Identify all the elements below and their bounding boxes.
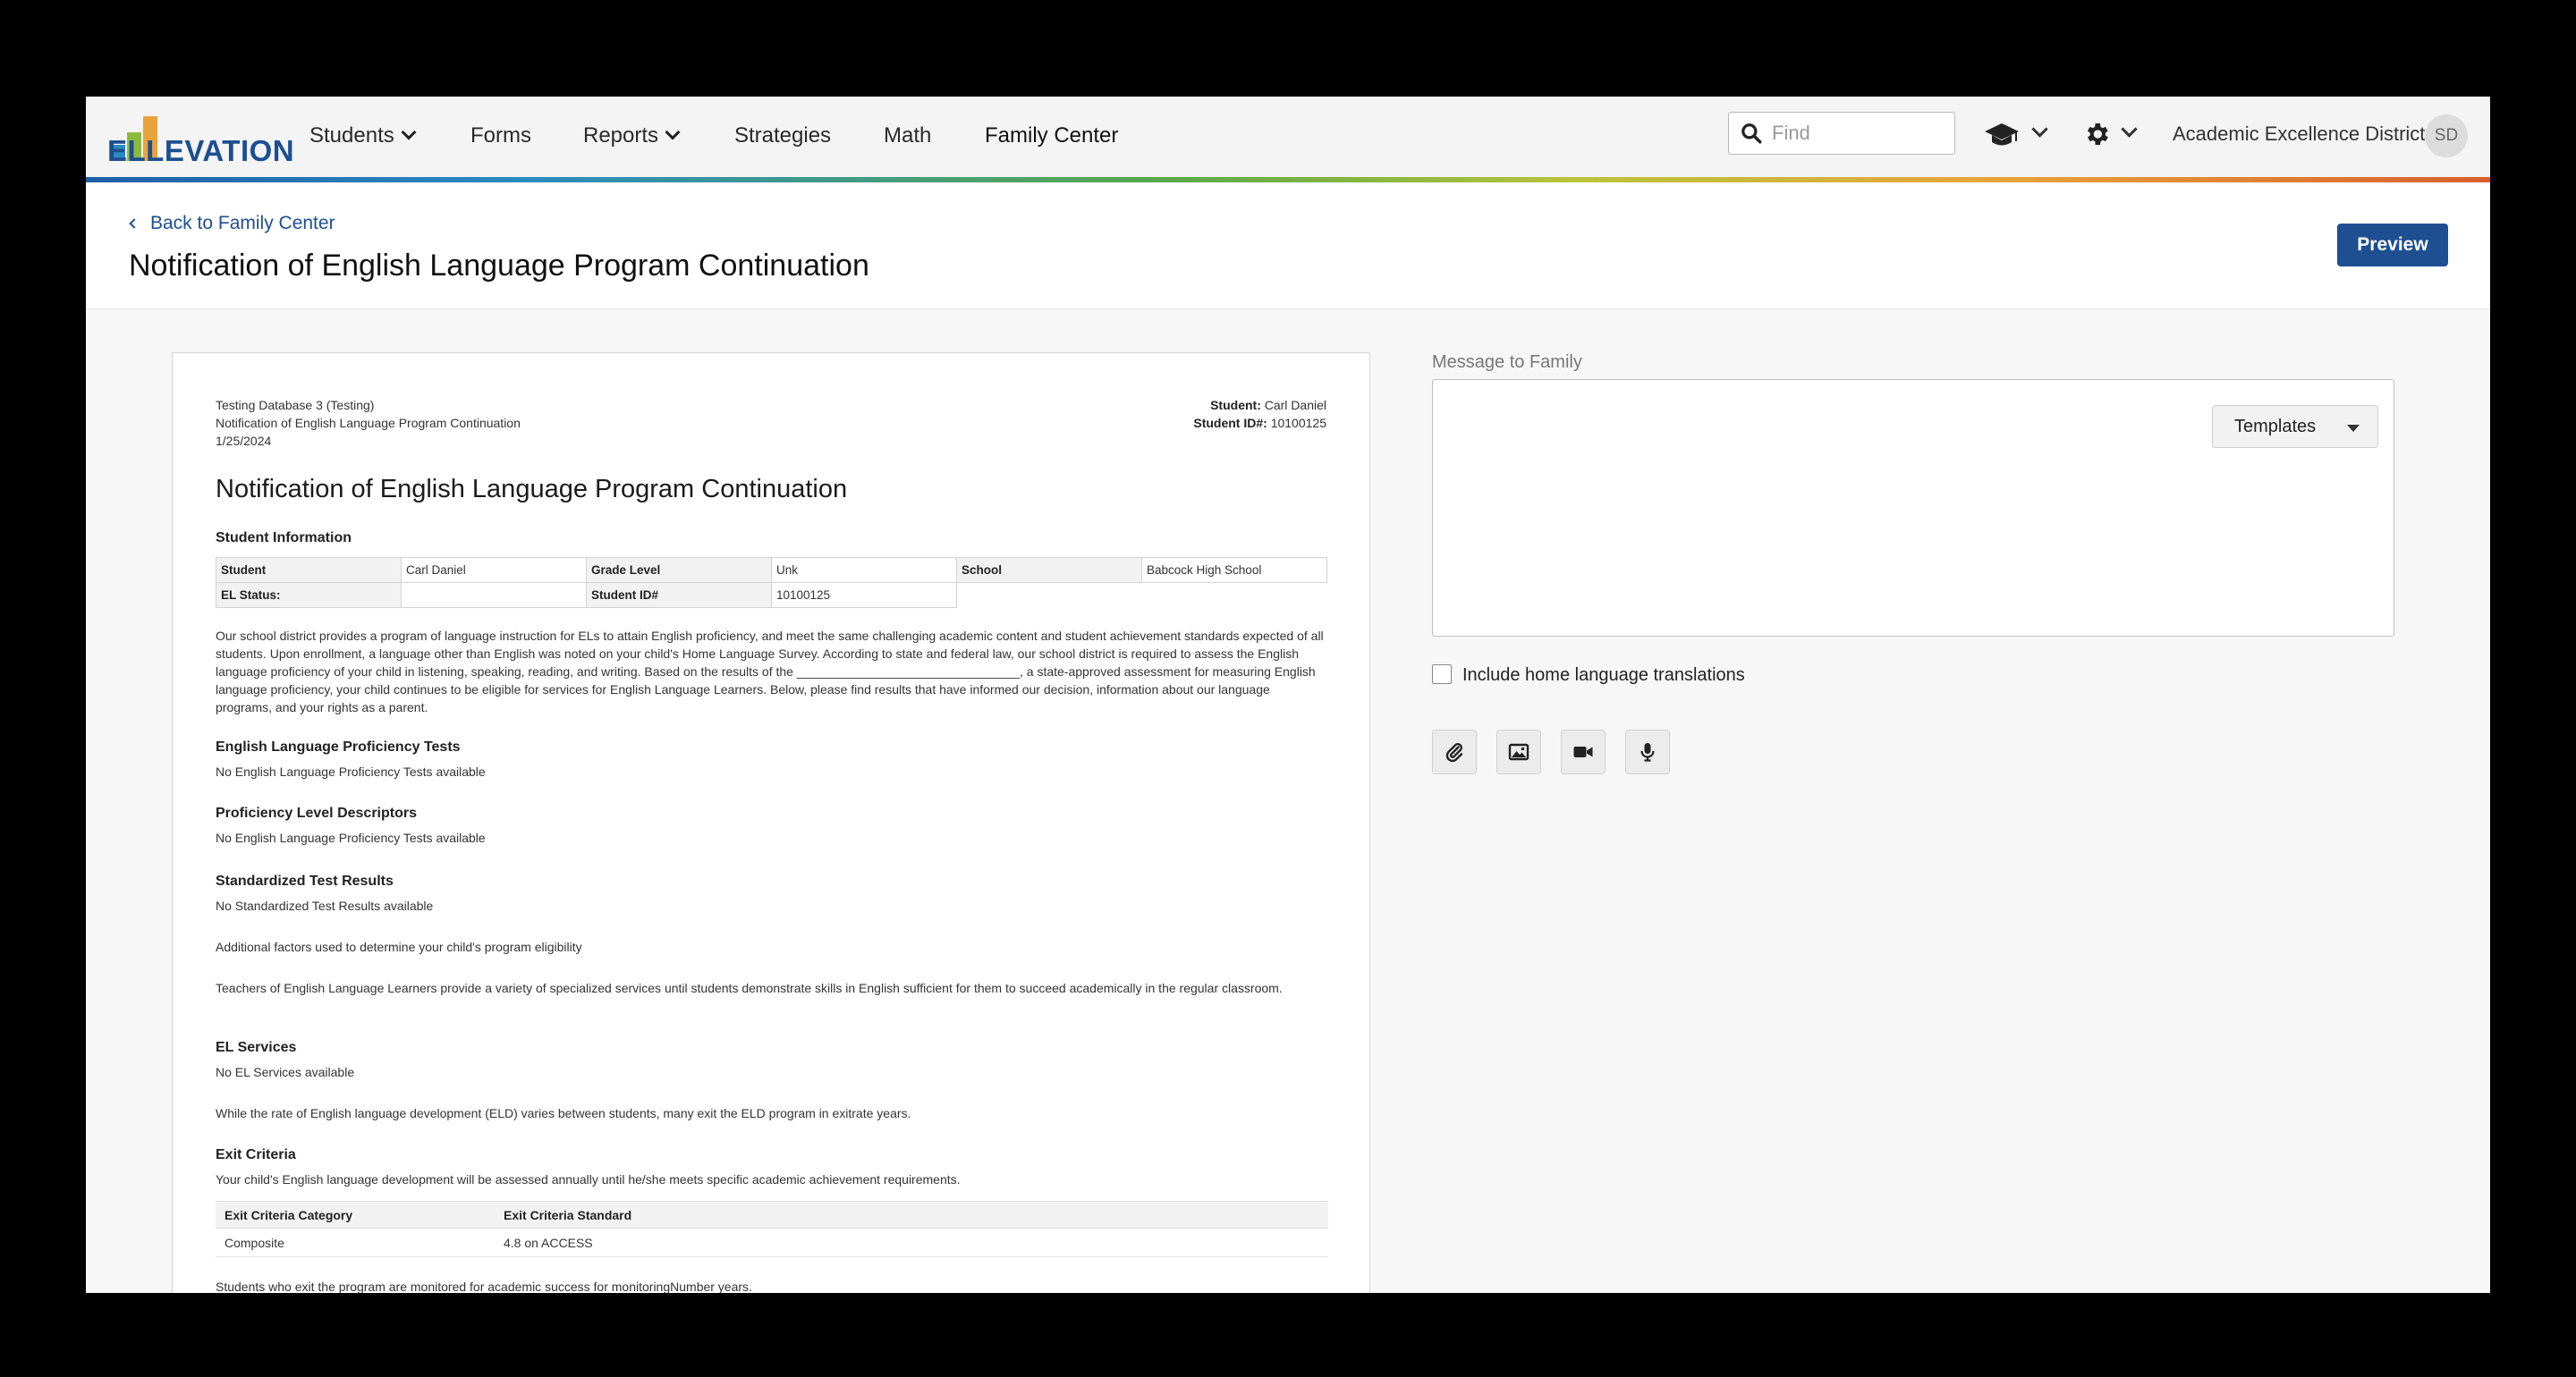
search-input[interactable] [1772,118,1947,148]
paperclip-icon [1444,741,1465,763]
chevron-down-icon [665,125,681,140]
student-name: Carl Daniel [1264,398,1326,412]
attach-image-button[interactable] [1496,730,1541,774]
translations-label: Include home language translations [1462,665,1745,685]
nav-forms[interactable]: Forms [470,123,531,148]
table-row [216,1229,1328,1257]
section-text: No English Language Proficiency Tests available [216,831,486,845]
settings-menu[interactable] [2082,116,2145,152]
section-text: No English Language Proficiency Tests available [216,765,486,779]
section-heading: Standardized Test Results [216,874,394,889]
checkbox[interactable] [1432,664,1452,684]
eld-rate-text: While the rate of English language development (ELD) varies between students, many exit the ELD program in exitrate years. [216,1106,911,1120]
education-menu[interactable] [1984,116,2055,152]
additional-factors-text: Additional factors used to determine your child's program eligibility [216,940,582,954]
nav-strategies[interactable]: Strategies [734,123,832,148]
page-header [86,182,2490,309]
student-id: 10100125 [1270,416,1326,430]
search-box[interactable] [1728,112,1955,155]
message-label: Message to Family [1432,352,1582,372]
exit-criteria-heading: Exit Criteria [216,1147,296,1162]
exit-criteria-text: Your child's English language development will be assessed annually until he/she meets specific academic achievement requirements. [216,1172,961,1187]
nav-students[interactable]: Students [309,123,414,148]
search-icon [1740,122,1763,145]
logo-text: ELLEVATION [107,134,295,167]
column-header: Exit Criteria Category [216,1202,495,1229]
image-icon [1508,741,1530,763]
table-cell [402,583,587,608]
student-meta [1193,396,1326,432]
app-window [86,97,2490,1293]
student-label: Student: [1210,398,1261,412]
document-date: 1/25/2024 [216,434,272,448]
el-services-heading: EL Services [216,1040,297,1055]
table-cell: 4.8 on ACCESS [495,1229,1328,1257]
table-cell: 10100125 [772,583,957,608]
chevron-left-icon [129,218,139,228]
document-meta [216,396,521,450]
nav-math[interactable]: Math [884,123,932,148]
templates-dropdown[interactable]: Templates [2212,405,2378,448]
district-name[interactable]: Academic Excellence District [2173,122,2426,145]
chevron-down-icon [2031,121,2047,137]
page-title: Notification of English Language Program Continuation [129,249,869,283]
table-cell: Babcock High School [1142,558,1327,583]
document-preview [172,352,1370,1293]
back-to-family-center-link[interactable]: Back to Family Center [131,213,335,234]
student-info-heading: Student Information [216,530,352,545]
record-audio-button[interactable] [1625,730,1670,774]
translations-checkbox[interactable] [1432,665,1745,686]
table-cell: Composite [216,1229,495,1257]
top-navigation [86,97,2490,181]
message-box[interactable] [1432,379,2394,637]
gear-icon [2082,120,2111,148]
exit-criteria-table [216,1201,1328,1257]
avatar[interactable]: SD [2425,114,2468,157]
table-cell: Grade Level [587,558,772,583]
intro-paragraph: Our school district provides a program of language instruction for ELs to attain English proficiency, and meet the same challenging academic content and student achievement standards expected of all students. Upon enrollment, a language other than English was noted on your child's Home Language Survey. According to state and federal law, our school district is required to assess the English language proficiency of your child in listening, speaking, reading, and writing. Based on the results of the ________________________________, a state-approved assessment for measuring English language proficiency, your child continues to be eligible for services for English Language Learners. Below, please find results that have informed our decision, information about our language programs, and your rights as a parent. [216,629,1324,714]
form-name: Notification of English Language Program Continuation [216,416,521,430]
message-input[interactable] [1445,393,2233,616]
table-cell: EL Status: [216,583,402,608]
attach-file-button[interactable] [1432,730,1477,774]
section-text: No Standardized Test Results available [216,899,434,913]
caret-down-icon [2347,425,2360,432]
el-services-text: No EL Services available [216,1065,355,1079]
empty-cell [1142,583,1327,608]
video-icon [1572,741,1594,763]
table-cell: Carl Daniel [402,558,587,583]
preview-button[interactable]: Preview [2337,224,2448,266]
nav-reports[interactable]: Reports [583,123,678,148]
student-info-table [216,557,1327,608]
table-cell: Student ID# [587,583,772,608]
student-id-label: Student ID#: [1193,416,1267,430]
ellevation-logo[interactable] [106,113,295,167]
empty-cell [957,583,1142,608]
database-name: Testing Database 3 (Testing) [216,398,375,412]
microphone-icon [1637,741,1658,763]
chevron-down-icon [2121,121,2137,137]
section-heading: Proficiency Level Descriptors [216,806,417,821]
table-cell: Unk [772,558,957,583]
graduation-cap-icon [1984,122,2020,148]
document-heading: Notification of English Language Program Continuation [216,475,848,503]
table-cell: School [957,558,1142,583]
monitoring-text: Students who exit the program are monitored for academic success for monitoringNumber years. [216,1280,752,1293]
column-header: Exit Criteria Standard [495,1202,1328,1229]
table-cell: Student [216,558,402,583]
chevron-down-icon [401,125,416,140]
teachers-paragraph: Teachers of English Language Learners provide a variety of specialized services until students demonstrate skills in English sufficient for them to succeed academically in the regular classroom. [216,981,1283,995]
attach-video-button[interactable] [1561,730,1606,774]
nav-family-center[interactable]: Family Center [985,123,1119,148]
section-heading: English Language Proficiency Tests [216,739,461,755]
